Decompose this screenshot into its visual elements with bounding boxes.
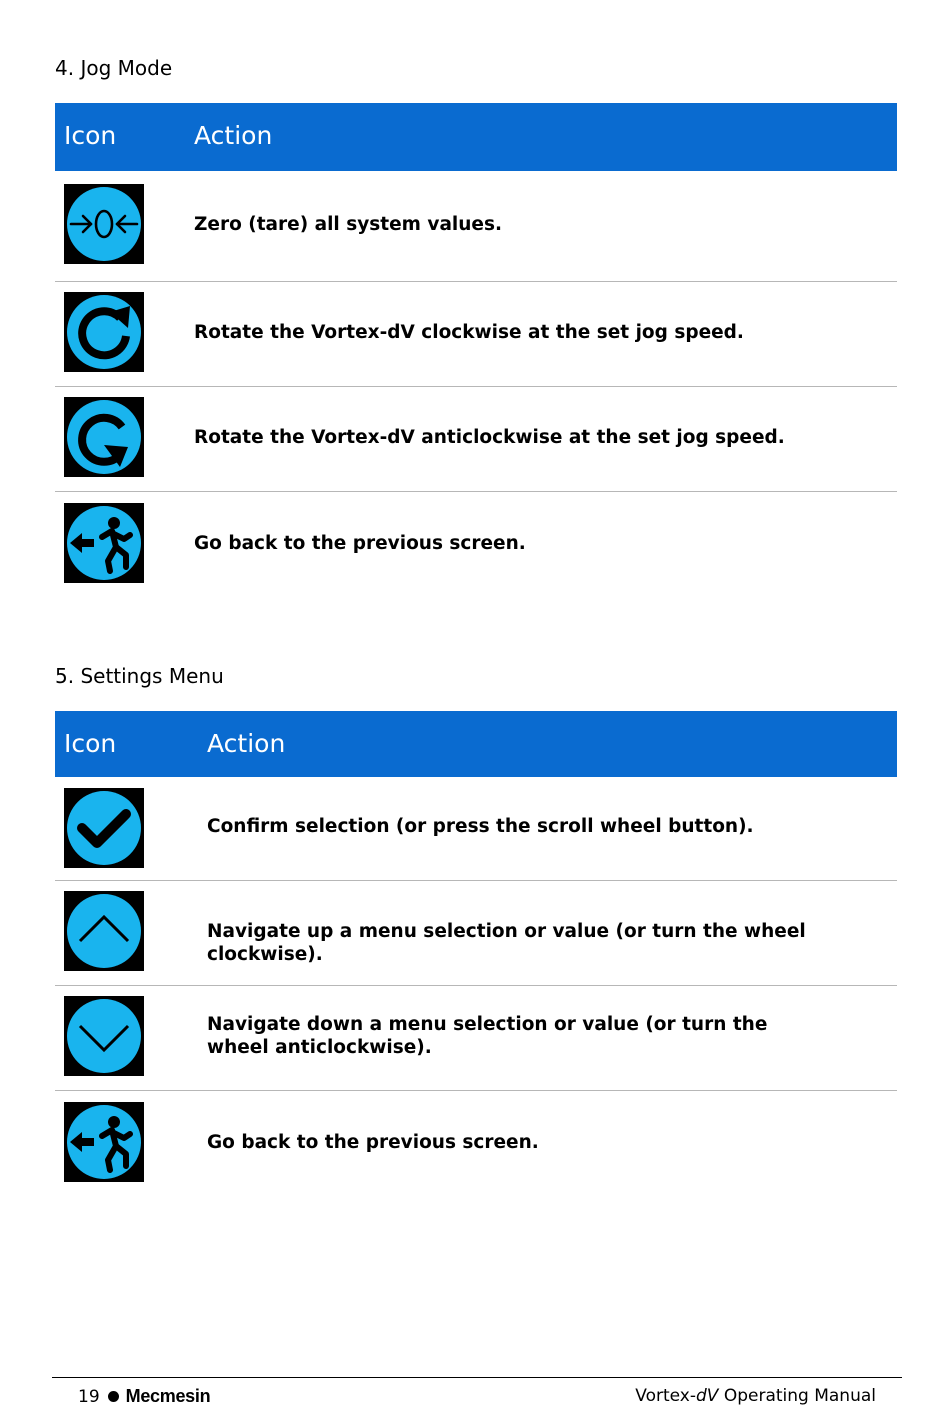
action-text: Rotate the Vortex-dV clockwise at the set jog speed.	[194, 322, 744, 343]
document-title-italic: dV	[696, 1386, 719, 1406]
exit-back-icon	[64, 1102, 144, 1182]
header-icon-label: Icon	[64, 121, 117, 150]
table-row	[55, 387, 897, 492]
action-text: Navigate up a menu selection or value (or turn the wheel clockwise).	[207, 921, 806, 965]
table-header-jog-mode	[55, 103, 897, 171]
action-text: Confirm selection (or press the scroll wheel button).	[207, 816, 754, 837]
table-row	[55, 1091, 897, 1195]
table-row	[55, 777, 897, 881]
section-heading-jog-mode: 4. Jog Mode	[55, 56, 173, 80]
brand-logo: Mecmesin	[125, 1386, 211, 1406]
table-row	[55, 881, 897, 986]
table-row	[55, 282, 897, 387]
document-title-suffix: Operating Manual	[718, 1386, 876, 1406]
header-icon-label: Icon	[64, 729, 117, 758]
page-number: 19	[78, 1386, 100, 1407]
action-text: Rotate the Vortex-dV anticlockwise at the set jog speed.	[194, 427, 785, 448]
action-text: Go back to the previous screen.	[207, 1132, 539, 1153]
navigate-down-icon	[64, 996, 144, 1076]
document-title	[635, 1386, 876, 1406]
action-text: Navigate down a menu selection or value (or turn the wheel anticlockwise).	[207, 1014, 768, 1058]
document-title-prefix: Vortex-	[635, 1386, 696, 1406]
table-header-settings-menu	[55, 711, 897, 777]
confirm-check-icon	[64, 788, 144, 868]
zero-tare-icon	[64, 184, 144, 264]
navigate-up-icon	[64, 891, 144, 971]
exit-back-icon	[64, 503, 144, 583]
table-row	[55, 492, 897, 596]
header-action-label: Action	[194, 121, 273, 150]
section-heading-settings-menu: 5. Settings Menu	[55, 664, 224, 688]
rotate-clockwise-icon	[64, 292, 144, 372]
footer-divider	[52, 1377, 902, 1378]
table-row	[55, 171, 897, 282]
action-text: Zero (tare) all system values.	[194, 214, 503, 235]
header-action-label: Action	[207, 729, 286, 758]
footer-left	[78, 1386, 210, 1407]
bullet-icon	[108, 1391, 119, 1402]
action-text: Go back to the previous screen.	[194, 533, 526, 554]
rotate-anticlockwise-icon	[64, 397, 144, 477]
table-row	[55, 986, 897, 1091]
